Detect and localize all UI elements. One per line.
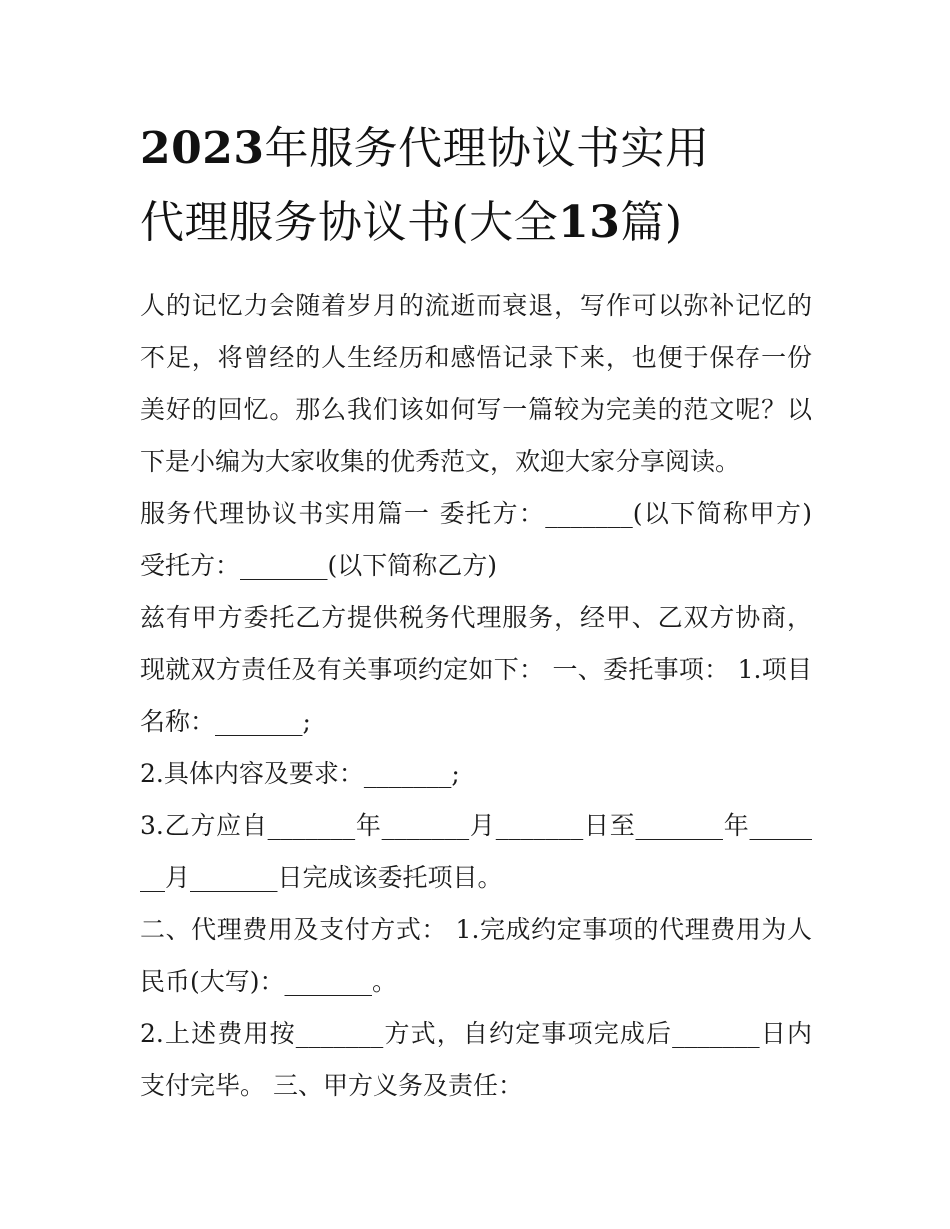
paragraph-intro: 人的记忆力会随着岁月的流逝而衰退，写作可以弥补记忆的不足，将曾经的人生经历和感悟记录下来，也便于保存一份美好的回忆。那么我们该如何写一篇较为完美的范文呢？以下是小编为大家收集的优秀范文，欢迎大家分享阅读。 [140, 291, 812, 476]
paragraph-payment: 2.上述费用按_______方式，自约定事项完成后_______日内支付完毕。 三、甲方义务及责任： [140, 1019, 812, 1100]
paragraph-deadline: 3.乙方应自_______年_______月_______日至_______年_______月_______日完成该委托项目。 [140, 811, 812, 892]
title-line-1: 2023年服务代理协议书实用 [140, 123, 710, 174]
paragraph-requirements: 2.具体内容及要求：_______; [140, 759, 460, 788]
paragraph-entrust-items: 兹有甲方委托乙方提供税务代理服务，经甲、乙双方协商，现就双方责任及有关事项约定如下： 一、委托事项： 1.项目名称：_______; [140, 603, 812, 736]
title-line-2: 代理服务协议书(大全13篇) [140, 197, 683, 248]
paragraph-parties: 服务代理协议书实用篇一 委托方：_______(以下简称甲方) 受托方：_______(以下简称乙方) [140, 499, 812, 580]
document-body [140, 280, 812, 1112]
document-content [140, 112, 812, 1112]
paragraph-fees: 二、代理费用及支付方式： 1.完成约定事项的代理费用为人民币(大写)：_______。 [140, 915, 812, 996]
document-title [140, 112, 812, 260]
